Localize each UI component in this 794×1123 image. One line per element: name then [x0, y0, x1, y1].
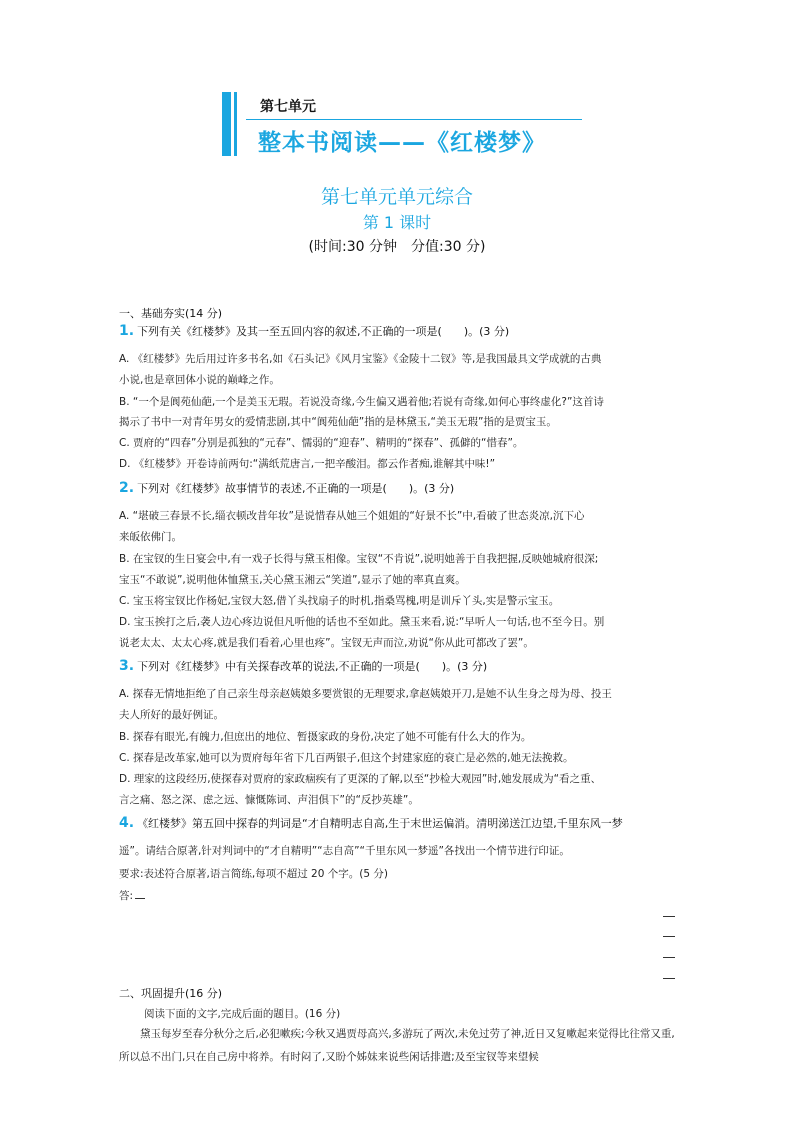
book-title: 整本书阅读——《红楼梦》 [258, 130, 546, 156]
question-1 [119, 323, 509, 339]
answer-label-text: 答: [119, 890, 134, 902]
answer-blank[interactable] [135, 888, 145, 899]
option-a-cont: 夫人所好的最好例证。 [119, 709, 224, 721]
question-number: 4. [119, 815, 135, 831]
option-b-cont: 宝玉“不敢说”,说明他体恤黛玉,关心黛玉湘云“笑道”,显示了她的率真直爽。 [119, 574, 466, 586]
question-3 [119, 658, 487, 674]
answer-line[interactable] [663, 957, 675, 958]
question-stem: 下列对《红楼梦》故事情节的表述,不正确的一项是( )。(3 分) [137, 482, 455, 495]
answer-line[interactable] [663, 916, 675, 917]
header-accent-bar [222, 92, 231, 156]
reading-instructions: 阅读下面的文字,完成后面的题目。(16 分) [144, 1008, 341, 1020]
page-title: 第七单元单元综合 [320, 186, 473, 208]
question-stem: 下列对《红楼梦》中有关探春改革的说法,不正确的一项是( )。(3 分) [137, 660, 488, 673]
option-d: D. 理家的这段经历,使探春对贾府的家政痼疾有了更深的了解,以至“抄检大观园”时,她发展成为“看之重、 [119, 773, 602, 785]
answer-line[interactable] [663, 978, 675, 979]
unit-header [222, 92, 582, 158]
option-b: B. “一个是阆苑仙葩,一个是美玉无瑕。若说没奇缘,今生偏又遇着他;若说有奇缘,如何心事终虚化?”这首诗 [119, 396, 604, 408]
option-a: A. “堪破三春景不长,缁衣顿改昔年妆”是说惜春从她三个姐姐的“好景不长”中,看破了世态炎凉,沉下心 [119, 510, 585, 522]
option-a: A. 《红楼梦》先后用过许多书名,如《石头记》《风月宝鉴》《金陵十二钗》等,是我国最具文学成就的古典 [119, 353, 602, 365]
section-heading-basics: 一、基础夯实(14 分) [119, 307, 223, 320]
option-d: D. 《红楼梦》开卷诗前两句:“满纸荒唐言,一把辛酸泪。都云作者痴,谁解其中味!” [119, 458, 496, 470]
question-4-requirement: 要求:表述符合原著,语言简练,每项不超过 20 个字。(5 分) [119, 868, 388, 880]
option-d-cont: 说老太太、太太心疼,就是我们看着,心里也疼”。宝钗无声而泣,劝说“你从此可都改了罢”。 [119, 637, 534, 649]
question-stem: 下列有关《红楼梦》及其一至五回内容的叙述,不正确的一项是( )。(3 分) [137, 325, 510, 338]
option-a: A. 探春无情地拒绝了自己亲生母亲赵姨娘多要赏银的无理要求,拿赵姨娘开刀,是她不认生身之母为母、投王 [119, 688, 612, 700]
header-divider [246, 119, 582, 120]
option-b: B. 在宝钗的生日宴会中,有一戏子长得与黛玉相像。宝钗“不肯说”,说明她善于自我把握,反映她城府很深; [119, 553, 599, 565]
question-number: 3. [119, 658, 135, 674]
reading-passage: 黛玉每岁至春分秋分之后,必犯嗽疾;今秋又遇贾母高兴,多游玩了两次,未免过劳了神,近日又复嗽起来觉得比往常又重,所以总不出门,只在自己房中将养。有时闷了,又盼个姊妹来说些闲话排遣;及至宝钗等来望候 [119, 1028, 675, 1063]
section-heading-consolidation: 二、巩固提升(16 分) [119, 987, 223, 1000]
option-b-cont: 揭示了书中一对青年男女的爱情悲剧,其中“阆苑仙葩”指的是林黛玉,“美玉无瑕”指的是贾宝玉。 [119, 416, 557, 428]
question-4-cont: 遥”。请结合原著,针对判词中的“才自精明”“志自高”“千里东风一梦遥”各找出一个情节进行印证。 [119, 845, 570, 857]
option-a-cont: 来皈依佛门。 [119, 531, 182, 543]
answer-line[interactable] [663, 936, 675, 937]
question-2 [119, 480, 454, 496]
option-d: D. 宝玉挨打之后,袭人边心疼边说但凡听他的话也不至如此。黛玉来看,说:“早听人一句话,也不至今日。别 [119, 616, 605, 628]
time-score-info: (时间:30 分钟 分值:30 分) [308, 239, 486, 255]
option-a-cont: 小说,也是章回体小说的巅峰之作。 [119, 374, 280, 386]
answer-label [119, 888, 145, 903]
option-c: C. 贾府的“四春”分别是孤独的“元春”、懦弱的“迎春”、精明的“探春”、孤僻的“惜春”。 [119, 437, 524, 449]
question-stem: 《红楼梦》第五回中探春的判词是“才自精明志自高,生于末世运偏消。清明涕送江边望,千里东风一梦 [137, 817, 623, 830]
option-c: C. 宝玉将宝钗比作杨妃,宝钗大怒,借丫头找扇子的时机,指桑骂槐,明是训斥丫头,实是警示宝玉。 [119, 595, 560, 607]
question-number: 1. [119, 323, 135, 339]
unit-label: 第七单元 [260, 99, 316, 115]
lesson-title: 第 1 课时 [362, 213, 432, 232]
header-accent-bar-thin [234, 92, 237, 156]
question-number: 2. [119, 480, 135, 496]
option-d-cont: 言之痛、怒之深、虑之远、慷慨陈词、声泪俱下”的“反抄英雄”。 [119, 794, 419, 806]
option-c: C. 探春是改革家,她可以为贾府每年省下几百两银子,但这个封建家庭的衰亡是必然的,她无法挽救。 [119, 752, 574, 764]
option-b: B. 探春有眼光,有魄力,但庶出的地位、暂摄家政的身份,决定了她不可能有什么大的作为。 [119, 731, 532, 743]
question-4 [119, 815, 623, 831]
